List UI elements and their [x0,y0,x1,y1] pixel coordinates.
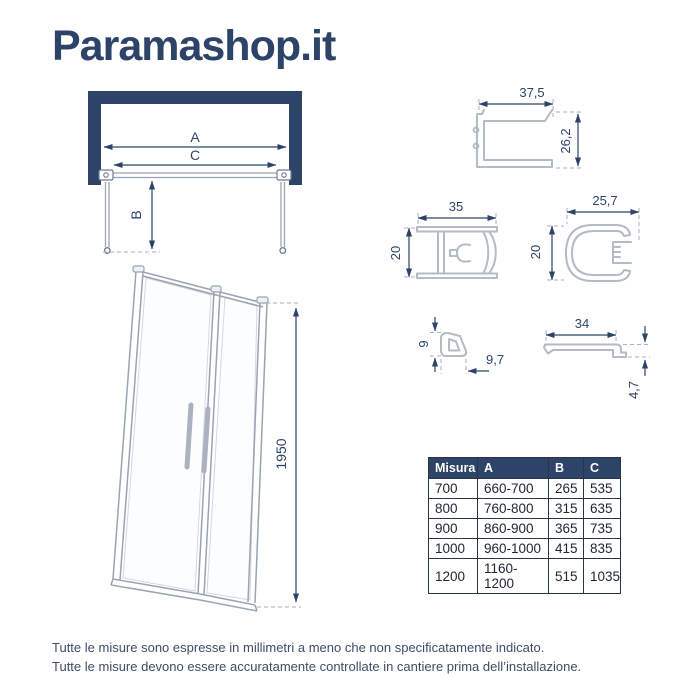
dim-label-p4-h: 9 [416,340,431,348]
dim-label-height: 1950 [273,438,289,470]
note-line-2: Tutte le misure devono essere accuratamente controllate in cantiere prima dell’installazione. [52,658,582,674]
cell-misura: 1200 [429,559,478,594]
col-header-c: C [584,458,621,479]
post-cap-center [211,286,221,292]
cell-c: 535 [584,479,621,499]
cell-b: 315 [549,499,584,519]
dim-label-p1-h: 26,2 [558,128,573,154]
cell-a: 760-800 [478,499,549,519]
profile-wall-channel [474,85,584,168]
cell-c: 1035 [584,559,621,594]
cell-a: 960-1000 [478,539,549,559]
cell-b: 415 [549,539,584,559]
cell-misura: 800 [429,499,478,519]
table-row [429,519,621,539]
front-view-drawing [111,266,301,611]
table-row [429,559,621,594]
cell-a: 660-700 [478,479,549,499]
table-row [429,539,621,559]
cell-b: 265 [549,479,584,499]
cell-a: 860-900 [478,519,549,539]
post-cap-right [257,297,268,303]
table-header-row [429,458,621,479]
footer-notes [52,639,581,676]
glass-panel-left [123,278,211,591]
size-table [428,457,621,594]
dim-label-p3-w: 25,7 [592,193,618,208]
dim-label-C: C [189,147,201,163]
dim-label-p1-w: 37,5 [519,85,545,100]
dim-label-p2-w: 35 [448,199,464,214]
door-track [104,173,286,178]
table-row [429,499,621,519]
dim-label-A: A [190,129,200,145]
dim-label-p4-w: 9,7 [486,352,505,367]
cell-misura: 700 [429,479,478,499]
col-header-misura: Misura [429,458,478,479]
cell-a: 1160-1200 [478,559,549,594]
plan-view-drawing [88,91,302,253]
cell-c: 635 [584,499,621,519]
profile-frame-section [388,199,497,278]
profile-flat-strip [544,316,650,399]
dim-label-p2-h: 20 [388,245,403,261]
note-line-1: Tutte le misure sono espresse in millimetri a meno che non specificatamente indicato. [52,640,545,655]
shop-logo: Paramashop.it [52,22,336,70]
cell-c: 835 [584,539,621,559]
cell-misura: 1000 [429,539,478,559]
table-row [429,479,621,499]
profile-seal-wedge [416,317,504,374]
col-header-a: A [478,458,549,479]
cell-misura: 900 [429,519,478,539]
dim-label-p5-w: 34 [574,316,590,331]
cell-b: 515 [549,559,584,594]
post-cap-left [133,266,144,272]
dim-label-p3-h: 20 [528,244,543,260]
dim-label-p5-h: 4,7 [626,380,641,400]
hinge-left [99,170,113,180]
cell-c: 735 [584,519,621,539]
profile-handle-section [528,193,639,281]
hinge-right [277,170,291,180]
col-header-b: B [549,458,584,479]
dim-label-B: B [128,210,144,220]
cell-b: 365 [549,519,584,539]
